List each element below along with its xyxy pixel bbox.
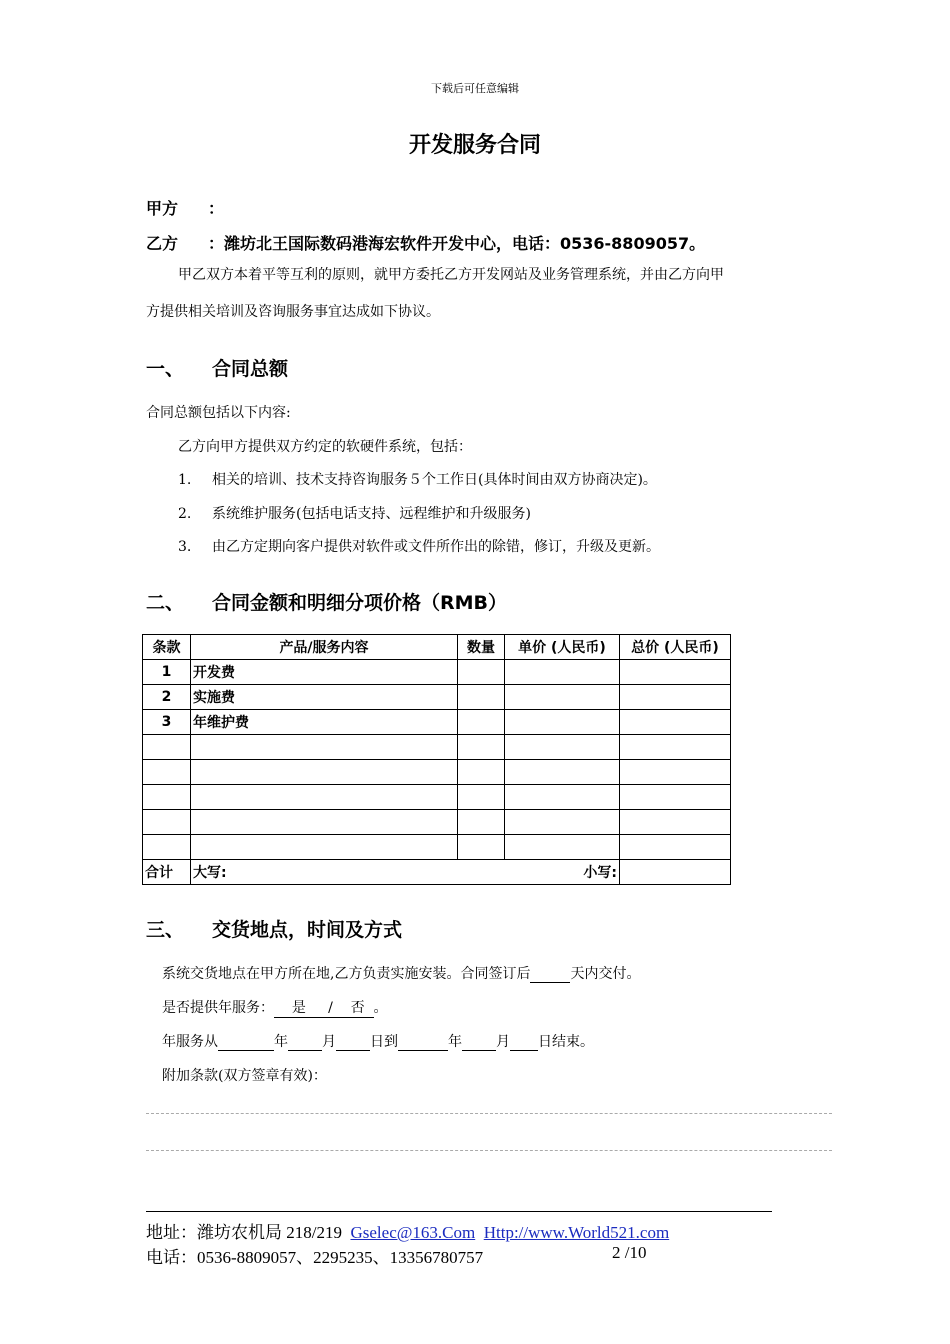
footer-divider [146,1211,772,1212]
list-item-num: 2. [178,506,192,522]
section-1-sub: 乙方向甲方提供双方约定的软硬件系统，包括： [178,439,472,455]
end-year-blank[interactable] [398,1034,448,1051]
table-cell[interactable] [191,835,458,860]
table-cell: 实施费 [191,685,458,710]
section-2-heading [146,588,507,615]
list-item-num: 3. [178,539,192,555]
party-a [146,196,224,219]
period-year-2: 年 [448,1034,462,1050]
extra-terms-label: 附加条款(双方签章有效)： [162,1068,327,1084]
table-cell[interactable] [458,660,505,685]
table-cell[interactable] [620,810,731,835]
party-b-value: ：潍坊北王国际数码港海宏软件开发中心，电话：0536-8809057。 [208,234,706,253]
table-cell: 1 [143,660,191,685]
table-cell[interactable] [505,735,620,760]
section-1-heading [146,354,288,381]
xiaoxie-label: 小写: [583,865,617,881]
section-3-heading [146,915,402,942]
table-cell: 2 [143,685,191,710]
delivery-prefix: 系统交货地点在甲方所在地,乙方负责实施安装。合同签订后 [162,966,531,982]
table-cell[interactable] [505,685,620,710]
period-from: 年服务从 [162,1034,218,1050]
table-cell: 年维护费 [191,710,458,735]
table-row [143,785,731,810]
start-month-blank[interactable] [288,1034,322,1051]
table-cell[interactable] [143,835,191,860]
table-cell[interactable] [458,835,505,860]
total-daxie[interactable] [191,860,620,885]
page-number: 2 /10 [612,1243,647,1262]
total-label: 合计 [143,860,191,885]
period-end: 日结束。 [538,1034,594,1050]
period-day-to: 日到 [370,1034,398,1050]
period-month-2: 月 [496,1034,510,1050]
table-header-row [143,635,731,660]
table-cell[interactable] [505,660,620,685]
total-xiaoxie-value[interactable] [620,860,731,885]
annual-label: 是否提供年服务： [162,1000,274,1016]
intro-line-2: 方提供相关培训及咨询服务事宜达成如下协议。 [146,304,440,320]
section-1-lead: 合同总额包括以下内容: [146,405,291,421]
table-cell[interactable] [505,760,620,785]
table-cell[interactable] [143,735,191,760]
section-2-title: 合同金额和明细分项价格（RMB） [212,592,508,614]
website-link[interactable]: Http://www.World521.com [483,1223,670,1242]
end-day-blank[interactable] [510,1034,538,1051]
list-item-text: 相关的培训、技术支持咨询服务５个工作日(具体时间由双方协商决定)。 [212,472,657,488]
table-row [143,810,731,835]
address-text: 地址：潍坊农机局 218/219 [146,1223,342,1242]
annual-choice[interactable] [274,997,374,1018]
table-row [143,835,731,860]
annual-no: 否 [350,1000,365,1016]
table-total-row [143,860,731,885]
list-item [178,469,657,489]
table-cell[interactable] [458,710,505,735]
delivery-days-blank[interactable] [530,966,570,983]
intro-paragraph [146,257,846,331]
table-row [143,710,731,735]
section-1-title: 合同总额 [212,358,289,380]
table-cell: 3 [143,710,191,735]
table-cell[interactable] [505,835,620,860]
table-cell[interactable] [458,760,505,785]
header-cell: 单价 (人民币) [505,635,620,660]
table-cell[interactable] [620,660,731,685]
header-note: 下载后可任意编辑 [431,82,519,95]
table-cell[interactable] [458,785,505,810]
email-link[interactable]: Gselec@163.Com [350,1223,476,1242]
section-1-num: 一、 [146,358,185,380]
table-cell[interactable] [191,760,458,785]
section-3-num: 三、 [146,919,185,941]
list-item-text: 由乙方定期向客户提供对软件或文件所作出的除错，修订，升级及更新。 [212,539,660,555]
header-cell: 条款 [143,635,191,660]
table-cell[interactable] [143,785,191,810]
daxie-label: 大写: [193,865,227,881]
party-a-value: ： [208,199,225,218]
party-b-label: 乙方 [146,234,179,253]
table-cell: 开发费 [191,660,458,685]
table-cell[interactable] [505,785,620,810]
table-cell[interactable] [505,810,620,835]
table-cell[interactable] [191,785,458,810]
extra-terms-line-2[interactable] [146,1150,832,1151]
annual-sep: / [328,1000,333,1016]
annual-end: 。 [373,1000,388,1016]
table-cell[interactable] [620,760,731,785]
table-cell[interactable] [143,760,191,785]
table-cell[interactable] [620,785,731,810]
table-cell[interactable] [505,710,620,735]
period-year-1: 年 [274,1034,288,1050]
table-cell[interactable] [191,735,458,760]
list-item-num: 1. [178,472,192,488]
party-b [146,231,705,254]
table-cell[interactable] [620,735,731,760]
footer-address [146,1218,669,1243]
period-month-1: 月 [322,1034,336,1050]
table-cell[interactable] [620,710,731,735]
list-item [178,536,660,556]
section-3-title: 交货地点，时间及方式 [212,919,403,941]
start-day-blank[interactable] [336,1034,370,1051]
service-period-line [162,1031,594,1051]
extra-terms-line-1[interactable] [146,1113,832,1114]
table-cell[interactable] [458,810,505,835]
table-row [143,735,731,760]
header-cell: 总价 (人民币) [620,635,731,660]
table-cell[interactable] [458,685,505,710]
header-cell: 数量 [458,635,505,660]
table-cell[interactable] [191,810,458,835]
annual-yes: 是 [291,1000,306,1016]
party-a-label: 甲方 [146,199,179,218]
table-row [143,660,731,685]
section-2-num: 二、 [146,592,185,614]
table-cell[interactable] [620,835,731,860]
delivery-suffix: 天内交付。 [570,966,641,982]
list-item-text: 系统维护服务(包括电话支持、远程维护和升级服务) [212,506,531,522]
footer-phone: 电话：0536-8809057、2295235、13356780757 [146,1248,484,1267]
price-table [142,634,731,885]
annual-service-line [162,997,388,1018]
intro-line-1: 甲乙双方本着平等互利的原则，就甲方委托乙方开发网站及业务管理系统，并由乙方向甲 [178,267,724,283]
delivery-line [162,963,640,983]
table-cell[interactable] [620,685,731,710]
table-cell[interactable] [143,810,191,835]
start-year-blank[interactable] [218,1034,274,1051]
table-row [143,760,731,785]
header-cell: 产品/服务内容 [191,635,458,660]
table-cell[interactable] [458,735,505,760]
table-row [143,685,731,710]
list-item [178,503,531,523]
end-month-blank[interactable] [462,1034,496,1051]
page-title: 开发服务合同 [408,133,541,158]
